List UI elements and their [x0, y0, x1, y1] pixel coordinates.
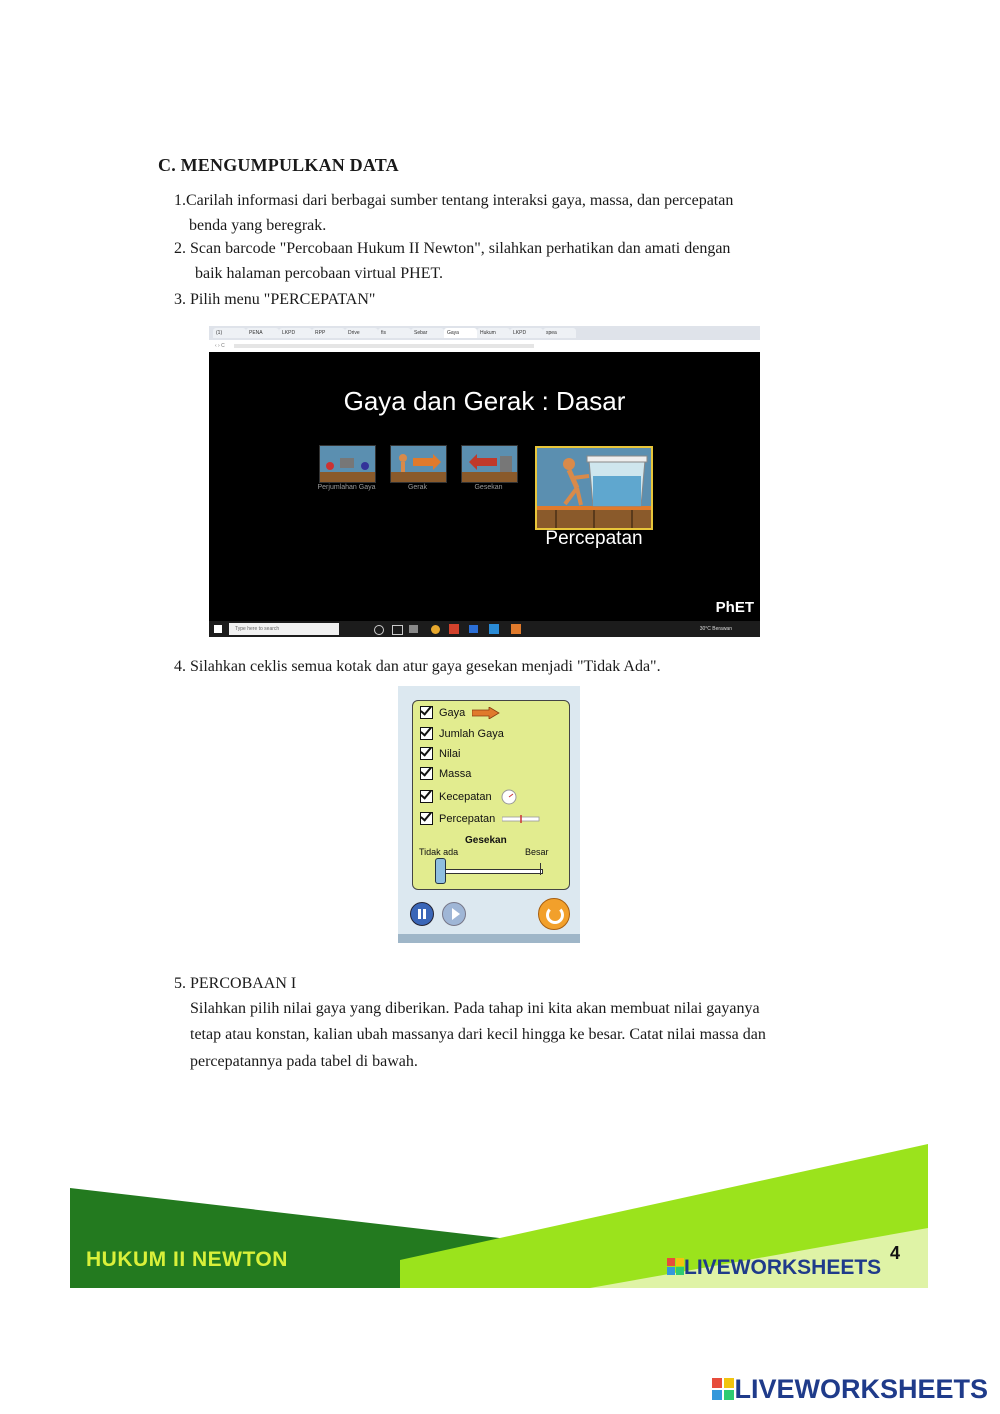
windows-start-icon[interactable]: [214, 625, 222, 633]
menu-thumb-motion[interactable]: [390, 445, 447, 483]
checkbox-net-force[interactable]: Jumlah Gaya: [420, 726, 504, 742]
step-5-heading: 5. PERCOBAAN I: [174, 975, 297, 992]
phet-screenshot: [209, 326, 760, 637]
footer-title: HUKUM II NEWTON: [86, 1248, 288, 1271]
acceleration-meter-icon: [502, 815, 540, 823]
footer-brand-logo: LIVEWORKSHEETS: [667, 1256, 881, 1280]
powerpoint-icon[interactable]: [511, 624, 521, 634]
checkbox-icon[interactable]: [420, 747, 433, 760]
app-icon[interactable]: [449, 624, 459, 634]
taskbar-search-input[interactable]: Type here to search: [229, 623, 339, 635]
speedometer-icon: [499, 789, 519, 805]
friction-slider-track[interactable]: [437, 869, 543, 874]
section-heading: C. MENGUMPULKAN DATA: [158, 155, 399, 175]
windows-taskbar: [209, 621, 760, 637]
task-view-icon[interactable]: [392, 625, 403, 635]
ground-strip: [398, 934, 580, 943]
chrome-icon[interactable]: [431, 625, 440, 634]
checkbox-acceleration[interactable]: Percepatan: [420, 811, 540, 827]
pause-button[interactable]: [410, 902, 434, 926]
step-3-line-1: 3. Pilih menu "PERCEPATAN": [174, 291, 376, 308]
mail-icon[interactable]: [469, 625, 478, 633]
step-5-line-1: Silahkan pilih nilai gaya yang diberikan. Pada tahap ini kita akan membuat nilai gayanya: [190, 1000, 760, 1017]
checkbox-icon[interactable]: [420, 790, 433, 803]
page-number: 4: [890, 1243, 901, 1263]
menu-thumb-acceleration[interactable]: [535, 446, 653, 530]
file-explorer-icon[interactable]: [409, 625, 418, 633]
friction-title: Gesekan: [465, 835, 507, 846]
step-2-line-1: 2. Scan barcode "Percobaan Hukum II Newton", silahkan perhatikan dan amati dengan: [174, 240, 731, 257]
menu-label-friction: Gesekan: [474, 484, 503, 491]
reset-button[interactable]: [538, 898, 570, 930]
control-panel-screenshot: [398, 686, 580, 943]
menu-label-net-force: Perjumlahan Gaya: [317, 484, 376, 491]
liveworksheets-logo-icon: [667, 1258, 684, 1275]
step-button[interactable]: [442, 902, 466, 926]
checkbox-speed[interactable]: Kecepatan: [420, 789, 519, 805]
checkbox-force[interactable]: Gaya: [420, 705, 500, 721]
checkbox-icon[interactable]: [420, 767, 433, 780]
step-1-line-1: 1.Carilah informasi dari berbagai sumber tentang interaksi gaya, massa, dan percepatan: [174, 192, 734, 209]
step-5-line-2: tetap atau konstan, kalian ubah massanya dari kecil hingga ke besar. Catat nilai massa dan: [190, 1026, 766, 1043]
step-1-line-2: benda yang beregrak.: [189, 217, 327, 234]
checkbox-icon[interactable]: [420, 706, 433, 719]
checkbox-mass[interactable]: Massa: [420, 766, 471, 782]
step-4-line-1: 4. Silahkan ceklis semua kotak dan atur gaya gesekan menjadi "Tidak Ada".: [174, 658, 661, 675]
friction-max-tick: [540, 863, 541, 875]
address-bar: ‹ › C: [209, 340, 760, 352]
system-tray-weather: 30°C Berawan: [699, 626, 732, 632]
control-panel: [412, 700, 570, 890]
phet-title: Gaya dan Gerak : Dasar: [343, 386, 626, 416]
word-icon[interactable]: [489, 624, 499, 634]
step-5-line-3: percepatannya pada tabel di bawah.: [190, 1053, 418, 1070]
phet-logo: PhET: [715, 599, 754, 616]
browser-tab-bar: (1) PENA LKPD RPP Drive fis Sebar Gaya Hukum LKPD spea: [209, 326, 760, 340]
force-arrow-icon: [472, 707, 500, 719]
bottom-brand-logo[interactable]: LIVEWORKSHEETS: [712, 1374, 988, 1405]
step-2-line-2: baik halaman percobaan virtual PHET.: [195, 265, 444, 282]
checkbox-icon[interactable]: [420, 727, 433, 740]
liveworksheets-logo-icon: [712, 1378, 734, 1400]
menu-label-motion: Gerak: [407, 484, 428, 491]
friction-max-label: Besar: [525, 847, 549, 857]
menu-label-acceleration: Percepatan: [545, 528, 643, 549]
friction-min-label: Tidak ada: [419, 847, 459, 857]
friction-slider-thumb[interactable]: [435, 858, 446, 884]
cortana-icon[interactable]: [374, 625, 384, 635]
menu-thumb-net-force[interactable]: [319, 445, 376, 483]
checkbox-values[interactable]: Nilai: [420, 746, 460, 762]
checkbox-icon[interactable]: [420, 812, 433, 825]
menu-thumb-friction[interactable]: [461, 445, 518, 483]
